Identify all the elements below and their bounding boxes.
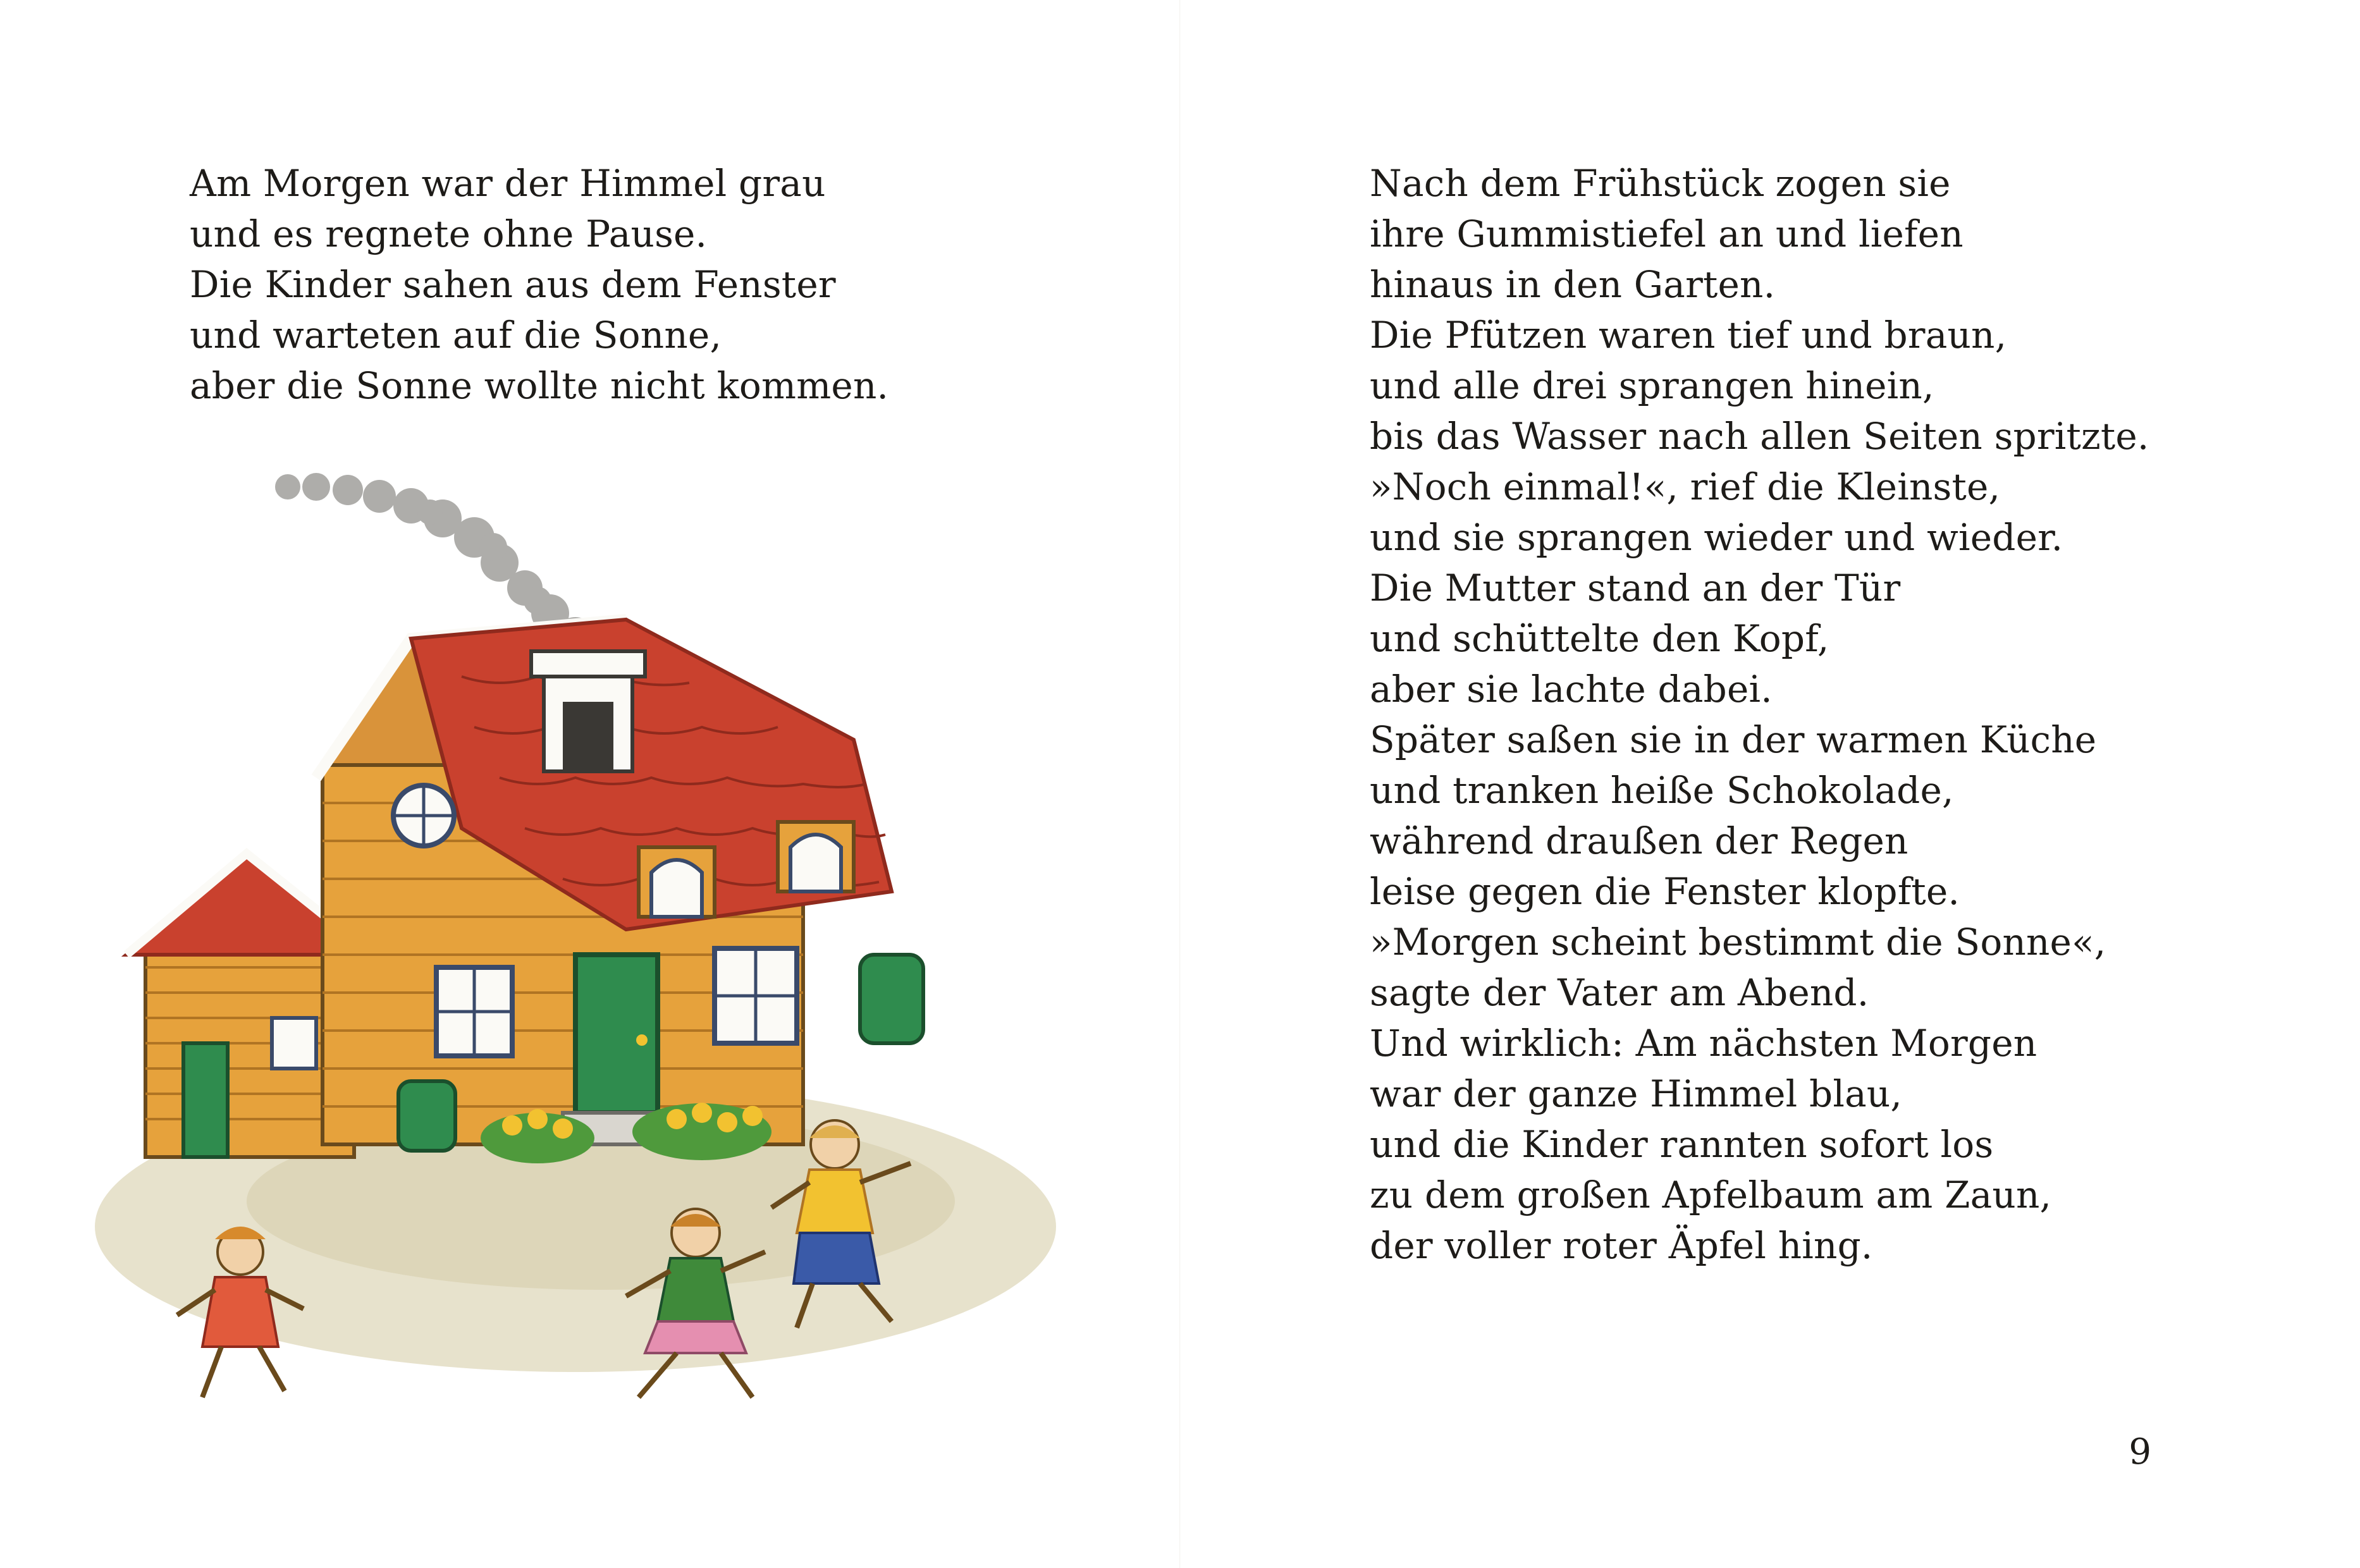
right-text-line: »Noch einmal!«, rief die Kleinste, — [1370, 465, 2001, 508]
left-text-line: und warteten auf die Sonne, — [190, 314, 722, 357]
right-text-line: aber sie lachte dabei. — [1370, 668, 1773, 711]
annex-door — [183, 1043, 228, 1157]
chimney — [531, 651, 645, 771]
left-text-line: und es regnete ohne Pause. — [190, 212, 708, 255]
house-illustration-svg — [57, 411, 1100, 1423]
right-text-line: Die Mutter stand an der Tür — [1370, 567, 1901, 609]
right-text-line: war der ganze Himmel blau, — [1370, 1072, 1903, 1115]
right-text-line: Die Pfützen waren tief und braun, — [1370, 314, 2007, 357]
right-text-line: leise gegen die Fenster klopfte. — [1370, 870, 1960, 913]
left-text-line: aber die Sonne wollte nicht kommen. — [190, 364, 889, 407]
page-number: 9 — [2129, 1431, 2151, 1473]
left-text-line: Die Kinder sahen aus dem Fenster — [190, 263, 836, 306]
main-house — [316, 620, 892, 1144]
right-text-line: Nach dem Frühstück zogen sie — [1370, 162, 1951, 205]
left-page-text — [190, 158, 1085, 411]
right-text-line: »Morgen scheint bestimmt die Sonne«, — [1370, 921, 2106, 964]
right-text-line: der voller roter Äpfel hing. — [1370, 1224, 1873, 1267]
dormer-left — [639, 847, 715, 917]
annex-window — [272, 1018, 316, 1069]
right-text-line: ihre Gummistiefel an und liefen — [1370, 212, 1964, 255]
right-text-line: und tranken heiße Schokolade, — [1370, 769, 1954, 812]
dormer-right — [778, 822, 854, 891]
right-text-line: Später saßen sie in der warmen Küche — [1370, 718, 2097, 761]
left-text-line: Am Morgen war der Himmel grau — [190, 162, 826, 205]
right-text-line: Und wirklich: Am nächsten Morgen — [1370, 1022, 2037, 1065]
house-illustration — [57, 411, 1100, 1423]
right-text-line: zu dem großen Apfelbaum am Zaun, — [1370, 1173, 2052, 1216]
right-text-line: und die Kinder rannten sofort los — [1370, 1123, 1994, 1166]
right-text-line: bis das Wasser nach allen Seiten spritzte. — [1370, 415, 2149, 458]
right-text-line: während draußen der Regen — [1370, 819, 1908, 862]
right-text-line: und schüttelte den Kopf, — [1370, 617, 1829, 660]
right-page — [1180, 0, 2360, 1568]
right-text-line: und alle drei sprangen hinein, — [1370, 364, 1934, 407]
right-text-line: hinaus in den Garten. — [1370, 263, 1776, 306]
front-door — [575, 955, 658, 1113]
right-text-line: und sie sprangen wieder und wieder. — [1370, 516, 2063, 559]
right-page-text — [1370, 158, 2170, 1271]
right-text-line: sagte der Vater am Abend. — [1370, 971, 1869, 1014]
